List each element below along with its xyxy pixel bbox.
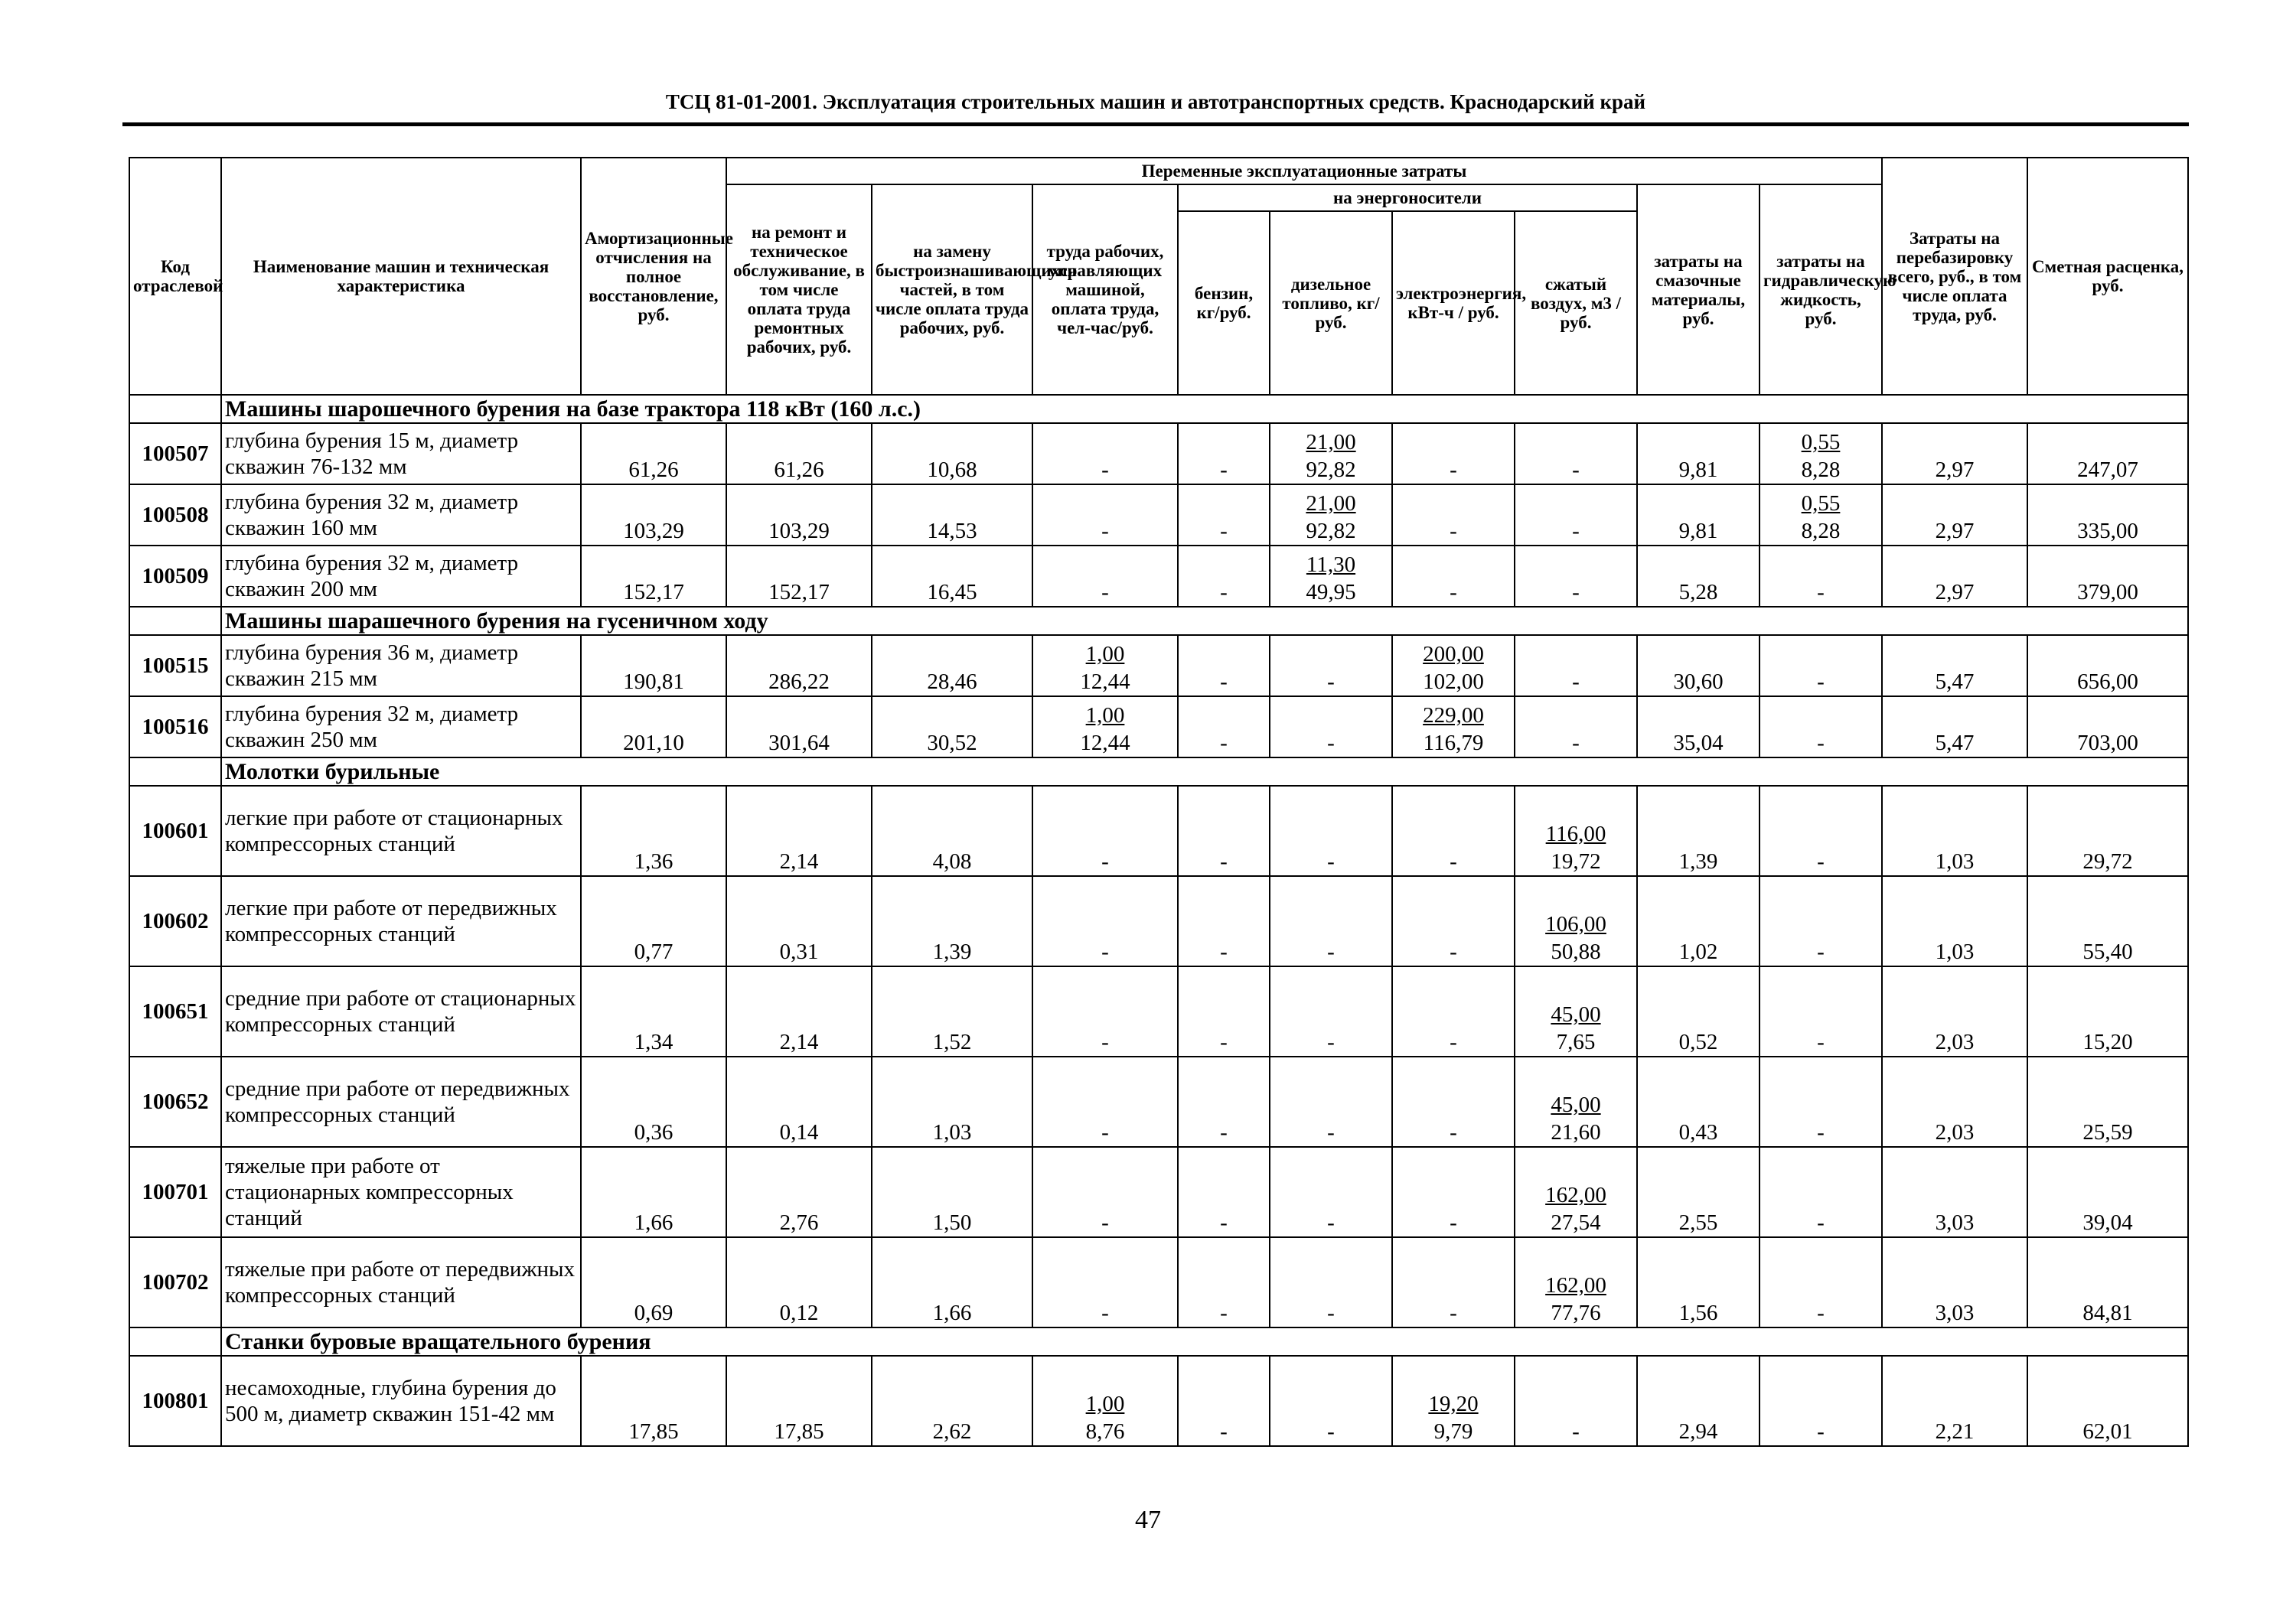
header-repair: на ремонт и техническое обслуживание, в том числе оплата труда ремонтных рабочих, руб. [726,184,872,395]
row-electric-cost: - [1450,458,1457,482]
row-code: 100652 [129,1057,221,1147]
page-header: ТСЦ 81-01-2001. Эксплуатация строительных машин и автотранспортных средств. Краснодарский край [665,90,1646,113]
row-electric-cost: - [1450,1030,1457,1054]
row-electric-norm: 229,00 [1423,703,1484,728]
row-diesel-cost: - [1327,1030,1335,1054]
table-row [129,786,2188,876]
row-labor-cost: - [1101,519,1109,543]
section-header [129,395,2188,423]
row-code: 100651 [129,966,221,1057]
row-hydro [1760,484,1882,546]
row-petrol: - [1178,876,1270,966]
row-code: 100516 [129,696,221,757]
row-replace: 30,52 [872,696,1032,757]
row-air-norm: 162,00 [1545,1183,1606,1207]
row-diesel [1270,1147,1392,1237]
header-rule [122,122,2189,126]
row-hydro [1760,1237,1882,1327]
table-row [129,546,2188,607]
row-hydro-cost: - [1817,1419,1825,1444]
table-row [129,1057,2188,1147]
row-repair: 0,12 [726,1237,872,1327]
row-relocation: 5,47 [1882,635,2027,696]
row-diesel-cost: 92,82 [1306,519,1356,543]
row-hydro-cost: - [1817,1210,1825,1235]
row-petrol: - [1178,635,1270,696]
row-replace: 1,03 [872,1057,1032,1147]
header-labor: труда рабочих, управляющих машиной, оплата труда, чел-час/руб. [1032,184,1178,395]
row-electric [1392,635,1515,696]
row-relocation: 3,03 [1882,1237,2027,1327]
row-electric [1392,423,1515,484]
row-diesel-cost: - [1327,940,1335,964]
row-lube: 2,94 [1637,1356,1760,1446]
section-code-cell [129,1327,221,1356]
row-hydro [1760,966,1882,1057]
row-hydro-cost: 8,28 [1801,458,1841,482]
row-relocation: 3,03 [1882,1147,2027,1237]
row-hydro-cost: - [1817,1030,1825,1054]
row-air [1515,1237,1637,1327]
header-code: Код отраслевой [129,158,221,395]
row-hydro [1760,635,1882,696]
row-price: 656,00 [2027,635,2188,696]
header-lube: затраты на смазочные материалы, руб. [1637,184,1760,395]
row-name: глубина бурения 32 м, диаметр скважин 200 мм [221,546,581,607]
row-code: 100602 [129,876,221,966]
table-row [129,696,2188,757]
row-air-cost: - [1572,458,1580,482]
row-hydro-cost: - [1817,940,1825,964]
row-electric [1392,696,1515,757]
row-labor [1032,546,1178,607]
row-lube: 1,56 [1637,1237,1760,1327]
row-hydro [1760,1057,1882,1147]
row-labor-norm: 1,00 [1085,703,1125,728]
row-name: глубина бурения 15 м, диаметр скважин 76-132 мм [221,423,581,484]
row-air [1515,423,1637,484]
header-relocation: Затраты на перебазировку всего, руб., в том числе оплата труда, руб. [1882,158,2027,395]
row-lube: 9,81 [1637,484,1760,546]
row-petrol: - [1178,966,1270,1057]
row-hydro [1760,786,1882,876]
row-labor [1032,966,1178,1057]
row-petrol: - [1178,1147,1270,1237]
row-electric [1392,484,1515,546]
row-lube: 0,43 [1637,1057,1760,1147]
row-name: легкие при работе от стационарных компрессорных станций [221,786,581,876]
table-row [129,876,2188,966]
page-number: 47 [1135,1506,1161,1534]
row-replace: 10,68 [872,423,1032,484]
row-price: 247,07 [2027,423,2188,484]
row-electric-norm: 19,20 [1428,1392,1479,1416]
row-electric [1392,786,1515,876]
row-price: 15,20 [2027,966,2188,1057]
row-labor-cost: - [1101,1210,1109,1235]
section-header [129,1327,2188,1356]
row-name: тяжелые при работе от передвижных компрессорных станций [221,1237,581,1327]
row-price: 84,81 [2027,1237,2188,1327]
row-electric [1392,1147,1515,1237]
row-electric-cost: - [1450,940,1457,964]
table-row [129,966,2188,1057]
row-labor [1032,876,1178,966]
row-diesel [1270,696,1392,757]
row-lube: 30,60 [1637,635,1760,696]
row-air-cost: 7,65 [1556,1030,1596,1054]
row-labor [1032,635,1178,696]
row-lube: 1,39 [1637,786,1760,876]
row-petrol: - [1178,423,1270,484]
row-petrol: - [1178,484,1270,546]
row-labor-cost: - [1101,849,1109,874]
row-replace: 1,52 [872,966,1032,1057]
section-code-cell [129,607,221,635]
rates-table [129,157,2189,1447]
row-name: легкие при работе от передвижных компрессорных станций [221,876,581,966]
row-hydro-norm: 0,55 [1801,430,1841,454]
row-electric-cost: 116,79 [1423,731,1484,755]
row-hydro-cost: - [1817,1301,1825,1325]
row-air [1515,786,1637,876]
row-hydro-cost: - [1817,849,1825,874]
table-row [129,635,2188,696]
row-repair: 301,64 [726,696,872,757]
row-code: 100701 [129,1147,221,1237]
row-electric-cost: - [1450,580,1457,604]
row-electric-cost: - [1450,1301,1457,1325]
row-diesel [1270,484,1392,546]
row-electric-cost: - [1450,519,1457,543]
section-title: Машины шарашечного бурения на гусеничном ходу [221,607,2188,635]
section-header [129,607,2188,635]
row-name: глубина бурения 32 м, диаметр скважин 160 мм [221,484,581,546]
row-replace: 14,53 [872,484,1032,546]
row-petrol: - [1178,1237,1270,1327]
row-petrol: - [1178,1057,1270,1147]
row-amort: 190,81 [581,635,726,696]
row-petrol: - [1178,786,1270,876]
table-row [129,1237,2188,1327]
row-repair: 2,14 [726,966,872,1057]
row-air [1515,1057,1637,1147]
row-name: средние при работе от стационарных компрессорных станций [221,966,581,1057]
row-air [1515,966,1637,1057]
row-hydro-cost: - [1817,580,1825,604]
row-hydro [1760,546,1882,607]
row-price: 703,00 [2027,696,2188,757]
row-hydro [1760,1356,1882,1446]
row-code: 100509 [129,546,221,607]
row-diesel [1270,1356,1392,1446]
row-replace: 1,39 [872,876,1032,966]
row-air-norm: 45,00 [1551,1093,1601,1117]
header-amort: Амортизационные отчисления на полное восстановление, руб. [581,158,726,395]
row-hydro [1760,1147,1882,1237]
row-lube: 5,28 [1637,546,1760,607]
row-air-cost: - [1572,519,1580,543]
table-row [129,484,2188,546]
row-labor-cost: 8,76 [1085,1419,1125,1444]
row-electric [1392,1237,1515,1327]
row-labor-cost: - [1101,1301,1109,1325]
row-electric [1392,1356,1515,1446]
row-diesel-cost: - [1327,1120,1335,1145]
row-petrol: - [1178,696,1270,757]
row-relocation: 2,97 [1882,423,2027,484]
row-air [1515,484,1637,546]
row-price: 55,40 [2027,876,2188,966]
row-labor-cost: - [1101,1030,1109,1054]
row-labor [1032,423,1178,484]
row-labor-norm: 1,00 [1085,1392,1125,1416]
header-price: Сметная расценка, руб. [2027,158,2188,395]
row-diesel-cost: - [1327,849,1335,874]
row-price: 25,59 [2027,1057,2188,1147]
row-hydro-cost: - [1817,731,1825,755]
row-electric [1392,546,1515,607]
row-amort: 0,36 [581,1057,726,1147]
row-hydro [1760,876,1882,966]
row-repair: 61,26 [726,423,872,484]
row-repair: 0,14 [726,1057,872,1147]
row-amort: 61,26 [581,423,726,484]
row-lube: 1,02 [1637,876,1760,966]
row-air-cost: 77,76 [1551,1301,1601,1325]
row-diesel [1270,546,1392,607]
row-labor [1032,696,1178,757]
header-name: Наименование машин и техническая характеристика [221,158,581,395]
row-amort: 201,10 [581,696,726,757]
row-price: 62,01 [2027,1356,2188,1446]
row-replace: 2,62 [872,1356,1032,1446]
row-name: несамоходные, глубина бурения до 500 м, диаметр скважин 151-42 мм [221,1356,581,1446]
row-relocation: 5,47 [1882,696,2027,757]
header-diesel: дизельное топливо, кг/руб. [1270,211,1392,395]
row-hydro-cost: - [1817,1120,1825,1145]
row-name: глубина бурения 32 м, диаметр скважин 250 мм [221,696,581,757]
row-electric [1392,876,1515,966]
row-name: тяжелые при работе от стационарных компрессорных станций [221,1147,581,1237]
row-hydro-norm: 0,55 [1801,491,1841,516]
table-row [129,1356,2188,1446]
row-diesel-cost: - [1327,669,1335,694]
header-electric: электроэнергия, кВт-ч / руб. [1392,211,1515,395]
row-diesel-cost: - [1327,1419,1335,1444]
row-labor-cost: 12,44 [1080,669,1130,694]
table-row [129,423,2188,484]
row-repair: 103,29 [726,484,872,546]
row-code: 100508 [129,484,221,546]
row-relocation: 2,03 [1882,1057,2027,1147]
row-amort: 103,29 [581,484,726,546]
row-lube: 0,52 [1637,966,1760,1057]
row-diesel-norm: 11,30 [1306,552,1356,577]
row-diesel-norm: 21,00 [1306,491,1356,516]
row-relocation: 1,03 [1882,876,2027,966]
row-diesel [1270,876,1392,966]
row-diesel-cost: 49,95 [1306,580,1356,604]
section-code-cell [129,757,221,786]
row-code: 100702 [129,1237,221,1327]
row-air-norm: 162,00 [1545,1273,1606,1298]
row-amort: 1,36 [581,786,726,876]
row-lube: 9,81 [1637,423,1760,484]
row-amort: 0,77 [581,876,726,966]
table-row [129,1147,2188,1237]
row-air-cost: - [1572,580,1580,604]
row-air [1515,1356,1637,1446]
row-diesel-norm: 21,00 [1306,430,1356,454]
section-header [129,757,2188,786]
row-code: 100515 [129,635,221,696]
row-electric [1392,966,1515,1057]
row-labor [1032,1356,1178,1446]
row-hydro [1760,696,1882,757]
header-hydro: затраты на гидравлическую жидкость, руб. [1760,184,1882,395]
row-electric-cost: - [1450,849,1457,874]
row-labor-cost: - [1101,458,1109,482]
row-air-cost: 21,60 [1551,1120,1601,1145]
row-diesel [1270,635,1392,696]
row-price: 39,04 [2027,1147,2188,1237]
row-diesel [1270,1237,1392,1327]
row-replace: 1,50 [872,1147,1032,1237]
row-air-cost: 50,88 [1551,940,1601,964]
row-relocation: 1,03 [1882,786,2027,876]
row-name: глубина бурения 36 м, диаметр скважин 215 мм [221,635,581,696]
row-labor-cost: - [1101,1120,1109,1145]
row-relocation: 2,97 [1882,546,2027,607]
row-air-norm: 116,00 [1545,822,1606,846]
header-air: сжатый воздух, м3 / руб. [1515,211,1637,395]
header-variable: Переменные эксплуатационные затраты [726,158,1882,184]
row-electric-cost: - [1450,1210,1457,1235]
row-air [1515,635,1637,696]
row-lube: 35,04 [1637,696,1760,757]
row-relocation: 2,03 [1882,966,2027,1057]
row-air [1515,1147,1637,1237]
row-labor [1032,1057,1178,1147]
row-labor-norm: 1,00 [1085,642,1125,666]
row-price: 379,00 [2027,546,2188,607]
row-diesel-cost: - [1327,1210,1335,1235]
row-labor [1032,1237,1178,1327]
row-replace: 16,45 [872,546,1032,607]
row-air-cost: 27,54 [1551,1210,1601,1235]
row-price: 29,72 [2027,786,2188,876]
row-code: 100801 [129,1356,221,1446]
row-electric-cost: - [1450,1120,1457,1145]
row-labor [1032,1147,1178,1237]
row-lube: 2,55 [1637,1147,1760,1237]
row-diesel-cost: - [1327,1301,1335,1325]
row-labor-cost: - [1101,940,1109,964]
row-air-norm: 106,00 [1545,912,1606,937]
row-air [1515,876,1637,966]
header-replace: на замену быстроизнашивающихся частей, в том числе оплата труда рабочих, руб. [872,184,1032,395]
row-code: 100507 [129,423,221,484]
row-air-norm: 45,00 [1551,1002,1601,1027]
row-relocation: 2,21 [1882,1356,2027,1446]
row-petrol: - [1178,546,1270,607]
row-electric-norm: 200,00 [1423,642,1484,666]
row-electric [1392,1057,1515,1147]
row-air-cost: - [1572,1419,1580,1444]
row-amort: 1,34 [581,966,726,1057]
row-labor-cost: 12,44 [1080,731,1130,755]
row-diesel-cost: 92,82 [1306,458,1356,482]
row-amort: 1,66 [581,1147,726,1237]
row-hydro [1760,423,1882,484]
row-diesel-cost: - [1327,731,1335,755]
row-price: 335,00 [2027,484,2188,546]
row-air-cost: 19,72 [1551,849,1601,874]
row-repair: 0,31 [726,876,872,966]
row-replace: 4,08 [872,786,1032,876]
row-repair: 152,17 [726,546,872,607]
row-air-cost: - [1572,731,1580,755]
section-title: Машины шарошечного бурения на базе трактора 118 кВт (160 л.с.) [221,395,2188,423]
header-petrol: бензин, кг/руб. [1178,211,1270,395]
row-code: 100601 [129,786,221,876]
row-amort: 152,17 [581,546,726,607]
row-relocation: 2,97 [1882,484,2027,546]
section-code-cell [129,395,221,423]
row-hydro-cost: - [1817,669,1825,694]
row-air [1515,546,1637,607]
row-name: средние при работе от передвижных компрессорных станций [221,1057,581,1147]
row-air-cost: - [1572,669,1580,694]
row-repair: 17,85 [726,1356,872,1446]
row-repair: 2,76 [726,1147,872,1237]
row-petrol: - [1178,1356,1270,1446]
row-replace: 28,46 [872,635,1032,696]
row-electric-cost: 102,00 [1423,669,1484,694]
row-amort: 17,85 [581,1356,726,1446]
row-repair: 286,22 [726,635,872,696]
row-diesel [1270,1057,1392,1147]
header-energy: на энергоносители [1178,184,1637,211]
row-repair: 2,14 [726,786,872,876]
section-title: Станки буровые вращательного бурения [221,1327,2188,1356]
row-amort: 0,69 [581,1237,726,1327]
row-replace: 1,66 [872,1237,1032,1327]
section-title: Молотки бурильные [221,757,2188,786]
row-diesel [1270,786,1392,876]
row-air [1515,696,1637,757]
row-labor-cost: - [1101,580,1109,604]
row-diesel [1270,966,1392,1057]
row-electric-cost: 9,79 [1433,1419,1473,1444]
row-hydro-cost: 8,28 [1801,519,1841,543]
row-labor [1032,786,1178,876]
row-diesel [1270,423,1392,484]
row-labor [1032,484,1178,546]
